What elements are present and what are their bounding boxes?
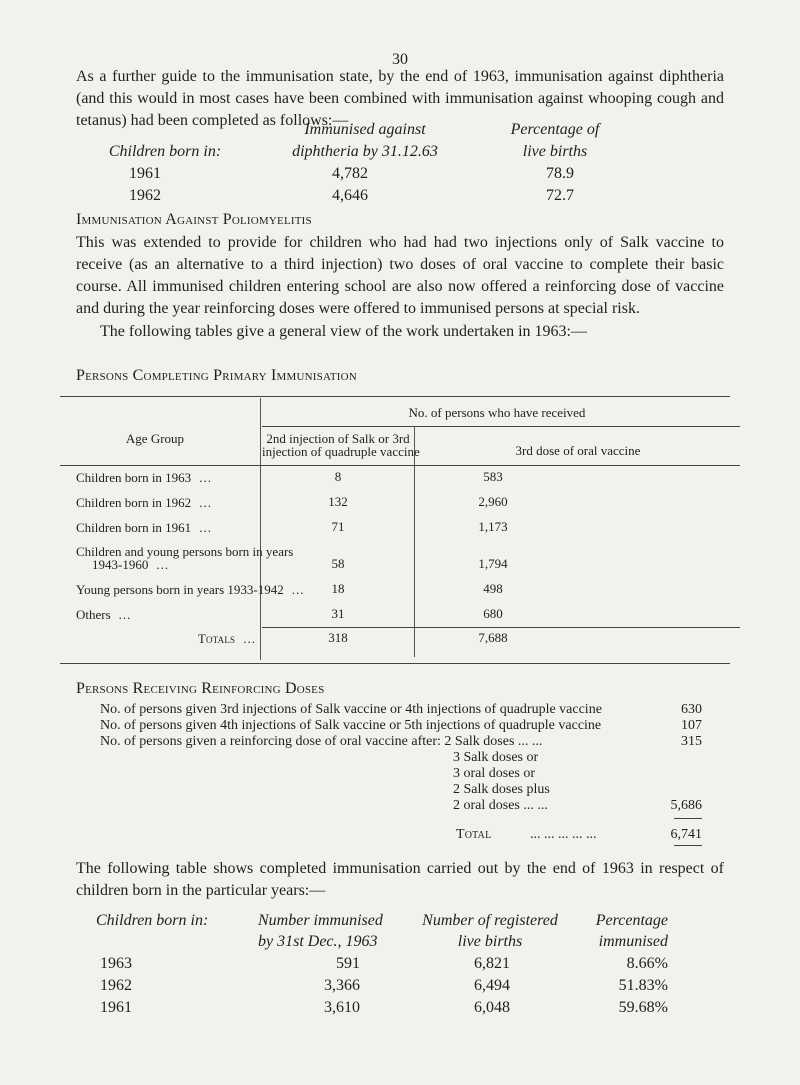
col1-header-line: 2nd injection of Salk or 3rd <box>266 431 410 446</box>
totals-col1: 318 <box>328 630 348 645</box>
row-label-block <box>76 496 258 509</box>
table-cell: 6,048 <box>474 999 510 1016</box>
divider <box>60 465 740 466</box>
col-header: Number immunised <box>258 912 383 929</box>
divider <box>674 845 702 846</box>
row-label: Children born in 1963 <box>76 470 192 485</box>
table-cell: 1961 <box>100 999 132 1016</box>
leader-dots: ... <box>118 607 132 622</box>
tables-intro: The following tables give a general view of the work undertaken in 1963:— <box>100 323 587 340</box>
cell-col2: 2,960 <box>478 494 508 509</box>
row-label-line <box>76 496 258 509</box>
section-heading-primary: Persons Completing Primary Immunisation <box>76 367 357 384</box>
leader-dots: ... <box>291 582 305 597</box>
row-label-block <box>76 521 258 534</box>
col-header: Children born in: <box>96 912 209 929</box>
row-label: Children born in 1961 <box>76 520 192 535</box>
row-label: Young persons born in years 1933-1942 <box>76 582 284 597</box>
cell-col2: 1,794 <box>478 556 508 571</box>
col1-header <box>262 431 420 459</box>
divider <box>262 426 740 427</box>
cell-col1: 132 <box>328 494 348 509</box>
table-cell: 1961 <box>129 165 161 182</box>
col-header: Number of registered <box>422 912 558 929</box>
table-cell: 1962 <box>129 187 161 204</box>
total-label: Total <box>456 827 492 842</box>
list-value: 630 <box>681 702 702 717</box>
table-cell: 6,821 <box>474 955 510 972</box>
table-cell: 51.83% <box>618 977 668 994</box>
list-item: No. of persons given 3rd injections of Salk vaccine or 4th injections of quadruple vaccine <box>100 702 602 717</box>
cell-col2: 583 <box>483 469 503 484</box>
leader-dots: ... <box>199 520 212 535</box>
cell-col2: 498 <box>483 581 503 596</box>
list-value: 315 <box>681 734 702 749</box>
leader-dots: ... <box>156 557 170 572</box>
sub-item: 2 oral doses ... ... <box>453 798 548 813</box>
row-label: Children and young persons born in years <box>76 544 294 559</box>
table-cell: 4,782 <box>332 165 368 182</box>
list-item: No. of persons given a reinforcing dose of oral vaccine after: 2 Salk doses ... ... <box>100 734 543 749</box>
row-label-block <box>76 582 305 597</box>
sub-item: 3 oral doses or <box>453 766 536 781</box>
final-paragraph: The following table shows completed immunisation carried out by the end of 1963 in respect of children born in the particular years:— <box>76 860 724 899</box>
divider <box>60 396 730 397</box>
col-header: diphtheria by 31.12.63 <box>292 143 438 160</box>
section-heading-polio: Immunisation Against Poliomyelitis <box>76 211 312 228</box>
table-cell: 72.7 <box>546 187 574 204</box>
totals-label: Totals <box>197 631 236 646</box>
cell-col1: 8 <box>334 469 342 484</box>
divider <box>414 427 415 657</box>
col-header: immunised <box>598 933 668 950</box>
col-header: Immunised against <box>304 121 426 138</box>
cell-col2: 680 <box>483 606 503 621</box>
col2-header: 3rd dose of oral vaccine <box>515 443 641 458</box>
list-item: No. of persons given 4th injections of Salk vaccine or 5th injections of quadruple vaccine <box>100 718 602 733</box>
age-group-header: Age Group <box>125 431 185 446</box>
table-cell: 8.66% <box>626 955 668 972</box>
col-header: live births <box>522 143 588 160</box>
col-header: live births <box>457 933 523 950</box>
leader-dots: ... <box>243 631 256 646</box>
row-label: Children born in 1962 <box>76 495 192 510</box>
totals-row-label <box>76 632 256 645</box>
cell-col1: 58 <box>331 556 345 571</box>
cell-col1: 71 <box>331 519 345 534</box>
intro-paragraph: As a further guide to the immunisation state, by the end of 1963, immunisation against diphtheria (and this would in most cases have been combined with immunisation against whooping cough and tetanus) had been completed as follows:— <box>76 68 724 129</box>
row-label: 1943-1960 <box>92 557 149 572</box>
divider <box>260 398 261 660</box>
col-header: Children born in: <box>108 143 222 160</box>
table-cell: 591 <box>336 955 360 972</box>
total-value: 6,741 <box>670 827 702 842</box>
table-cell: 1963 <box>100 955 132 972</box>
leader-dots: ... <box>199 470 212 485</box>
row-label-line <box>76 608 258 621</box>
divider <box>674 818 702 819</box>
table-cell: 1962 <box>100 977 132 994</box>
sub-item: 2 Salk doses plus <box>453 782 550 797</box>
row-label-block <box>76 544 294 572</box>
page-number: 30 <box>392 51 408 68</box>
row-label-block <box>76 471 258 484</box>
table-cell: 3,610 <box>324 999 360 1016</box>
col1-header-line: injection of quadruple vaccine <box>262 444 420 459</box>
group-header: No. of persons who have received <box>408 405 586 420</box>
table-cell: 59.68% <box>618 999 668 1016</box>
table-cell: 4,646 <box>332 187 368 204</box>
table-cell: 6,494 <box>474 977 510 994</box>
row-label-line <box>76 521 258 534</box>
totals-col2: 7,688 <box>478 630 508 645</box>
row-label: Others <box>76 607 111 622</box>
table-cell: 3,366 <box>324 977 360 994</box>
cell-col1: 18 <box>331 581 345 596</box>
col-header: Percentage of <box>510 121 600 138</box>
section-heading-reinforcing: Persons Receiving Reinforcing Doses <box>76 680 325 697</box>
table-cell: 78.9 <box>546 165 574 182</box>
row-label-line <box>76 582 305 597</box>
leader-dots: ... <box>199 495 212 510</box>
sub-item: 3 Salk doses or <box>453 750 539 765</box>
cell-col1: 31 <box>331 606 345 621</box>
col-header: Percentage <box>595 912 668 929</box>
list-value: 107 <box>681 718 702 733</box>
cell-col2: 1,173 <box>478 519 508 534</box>
polio-paragraph: This was extended to provide for children who had had two injections only of Salk vaccine to receive (as an alternative to a third injection) two doses of oral vaccine to complete their basic course. All immunised children entering school are also now offered a reinforcing dose of vaccine and during the year reinforcing doses were offered to immunised persons at special risk. <box>76 234 724 317</box>
leader-dots: ... ... ... ... ... <box>530 827 597 842</box>
row-label-block <box>76 608 258 621</box>
row-label-line <box>76 558 258 571</box>
row-label-line <box>76 471 258 484</box>
divider <box>60 663 730 664</box>
list-value: 5,686 <box>670 798 702 813</box>
col-header: by 31st Dec., 1963 <box>258 933 378 950</box>
